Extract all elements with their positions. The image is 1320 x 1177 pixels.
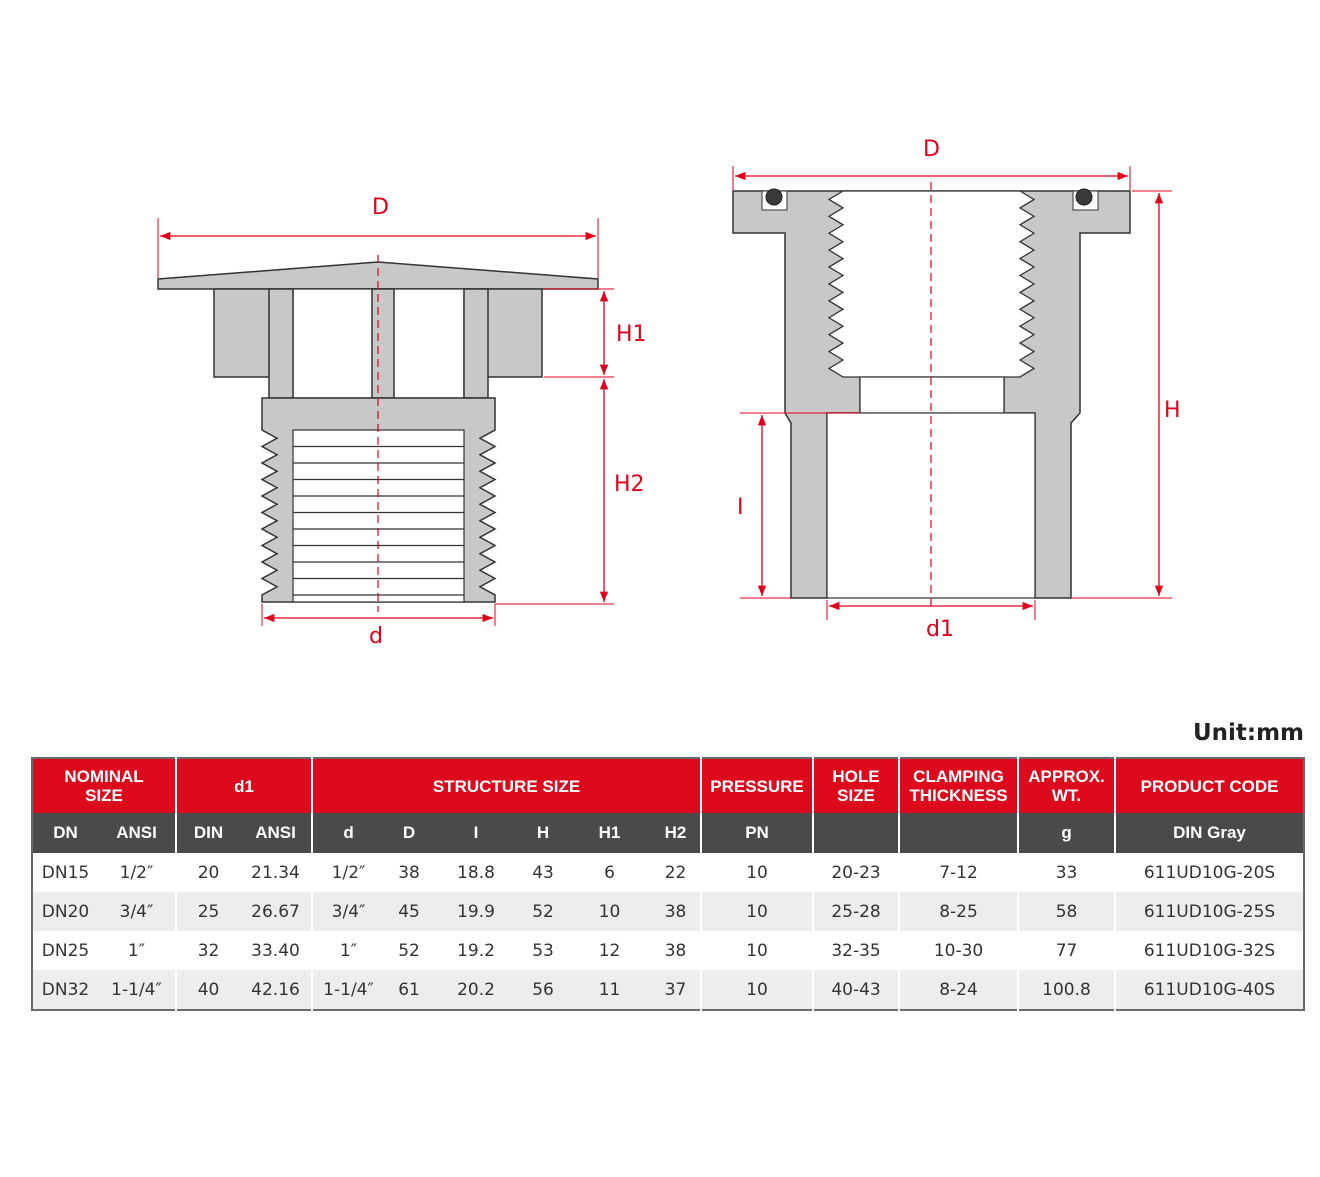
table-cell: 42.16 [240,970,312,1010]
group-product-code: PRODUCT CODE [1115,758,1304,813]
table-row [32,853,1304,892]
table-cell: 8-24 [899,970,1018,1010]
group-approx-weight: APPROX. WT. [1018,758,1115,813]
table-cell: 1″ [98,931,176,970]
table-row [32,931,1304,970]
left-dim-H1: H1 [616,322,647,347]
table-cell: 611UD10G-20S [1115,853,1304,892]
table-cell: 1-1/4″ [312,970,384,1010]
table-cell: 37 [651,970,701,1010]
table-cell: 11 [568,970,651,1010]
table-cell: 58 [1018,892,1115,931]
table-cell: 3/4″ [98,892,176,931]
right-dim-I: I [737,495,744,520]
table-cell: 1″ [312,931,384,970]
subheader-I: I [434,813,518,853]
right-part-drawing [733,137,1181,642]
table-cell: 40 [176,970,240,1010]
table-cell: 19.9 [434,892,518,931]
table-cell: 33.40 [240,931,312,970]
group-structure-size: STRUCTURE SIZE [312,758,701,813]
subheader-hole-size [813,813,899,853]
subheader-d: d [312,813,384,853]
left-dim-d: d [369,624,383,649]
subheader-H: H [518,813,568,853]
table-row [32,892,1304,931]
subheader-clamping [899,813,1018,853]
table-cell: 611UD10G-32S [1115,931,1304,970]
table-cell: DN20 [32,892,98,931]
table-cell: 7-12 [899,853,1018,892]
table-cell: 38 [384,853,434,892]
right-dim-D: D [923,137,940,162]
subheader-pn: PN [701,813,813,853]
table-cell: 25 [176,892,240,931]
table-cell: 19.2 [434,931,518,970]
table-cell: 56 [518,970,568,1010]
group-clamping-thickness: CLAMPING THICKNESS [899,758,1018,813]
subheader-ansi: ANSI [98,813,176,853]
table-cell: 10-30 [899,931,1018,970]
table-cell: 18.8 [434,853,518,892]
table-cell: 8-25 [899,892,1018,931]
table-cell: 10 [701,853,813,892]
table-cell: 77 [1018,931,1115,970]
table-cell: 40-43 [813,970,899,1010]
table-cell: 25-28 [813,892,899,931]
spec-table [31,757,1305,1011]
table-cell: 38 [651,892,701,931]
table-cell: 1/2″ [312,853,384,892]
table-cell: 61 [384,970,434,1010]
table-cell: DN25 [32,931,98,970]
table-cell: DN32 [32,970,98,1010]
subheader-g: g [1018,813,1115,853]
group-nominal-size: NOMINAL SIZE [32,758,176,813]
table-cell: 611UD10G-40S [1115,970,1304,1010]
table-cell: 1-1/4″ [98,970,176,1010]
table-cell: 52 [518,892,568,931]
table-cell: 53 [518,931,568,970]
table-subheader-row [32,813,1304,853]
right-dim-H: H [1164,398,1181,423]
table-cell: 611UD10G-25S [1115,892,1304,931]
table-cell: 100.8 [1018,970,1115,1010]
table-cell: 21.34 [240,853,312,892]
table-cell: 33 [1018,853,1115,892]
table-cell: 20 [176,853,240,892]
subheader-D: D [384,813,434,853]
table-cell: 10 [568,892,651,931]
subheader-H1: H1 [568,813,651,853]
table-cell: DN15 [32,853,98,892]
table-cell: 12 [568,931,651,970]
table-row [32,970,1304,1010]
subheader-din-gray: DIN Gray [1115,813,1304,853]
table-cell: 10 [701,931,813,970]
table-cell: 10 [701,892,813,931]
group-d1: d1 [176,758,312,813]
table-cell: 10 [701,970,813,1010]
unit-label: Unit:mm [1192,720,1304,746]
table-cell: 6 [568,853,651,892]
table-cell: 26.67 [240,892,312,931]
subheader-d1-ansi: ANSI [240,813,312,853]
subheader-H2: H2 [651,813,701,853]
table-cell: 22 [651,853,701,892]
left-part-drawing [158,195,647,649]
table-cell: 45 [384,892,434,931]
table-cell: 20.2 [434,970,518,1010]
table-group-header-row [32,758,1304,813]
left-dim-H2: H2 [614,472,645,497]
table-cell: 1/2″ [98,853,176,892]
right-dim-d1: d1 [926,617,954,642]
subheader-din: DIN [176,813,240,853]
table-cell: 38 [651,931,701,970]
table-cell: 52 [384,931,434,970]
table-cell: 20-23 [813,853,899,892]
subheader-dn: DN [32,813,98,853]
table-cell: 3/4″ [312,892,384,931]
table-cell: 32 [176,931,240,970]
table-cell: 43 [518,853,568,892]
group-hole-size: HOLE SIZE [813,758,899,813]
table-cell: 32-35 [813,931,899,970]
group-pressure: PRESSURE [701,758,813,813]
left-dim-D: D [372,195,389,220]
